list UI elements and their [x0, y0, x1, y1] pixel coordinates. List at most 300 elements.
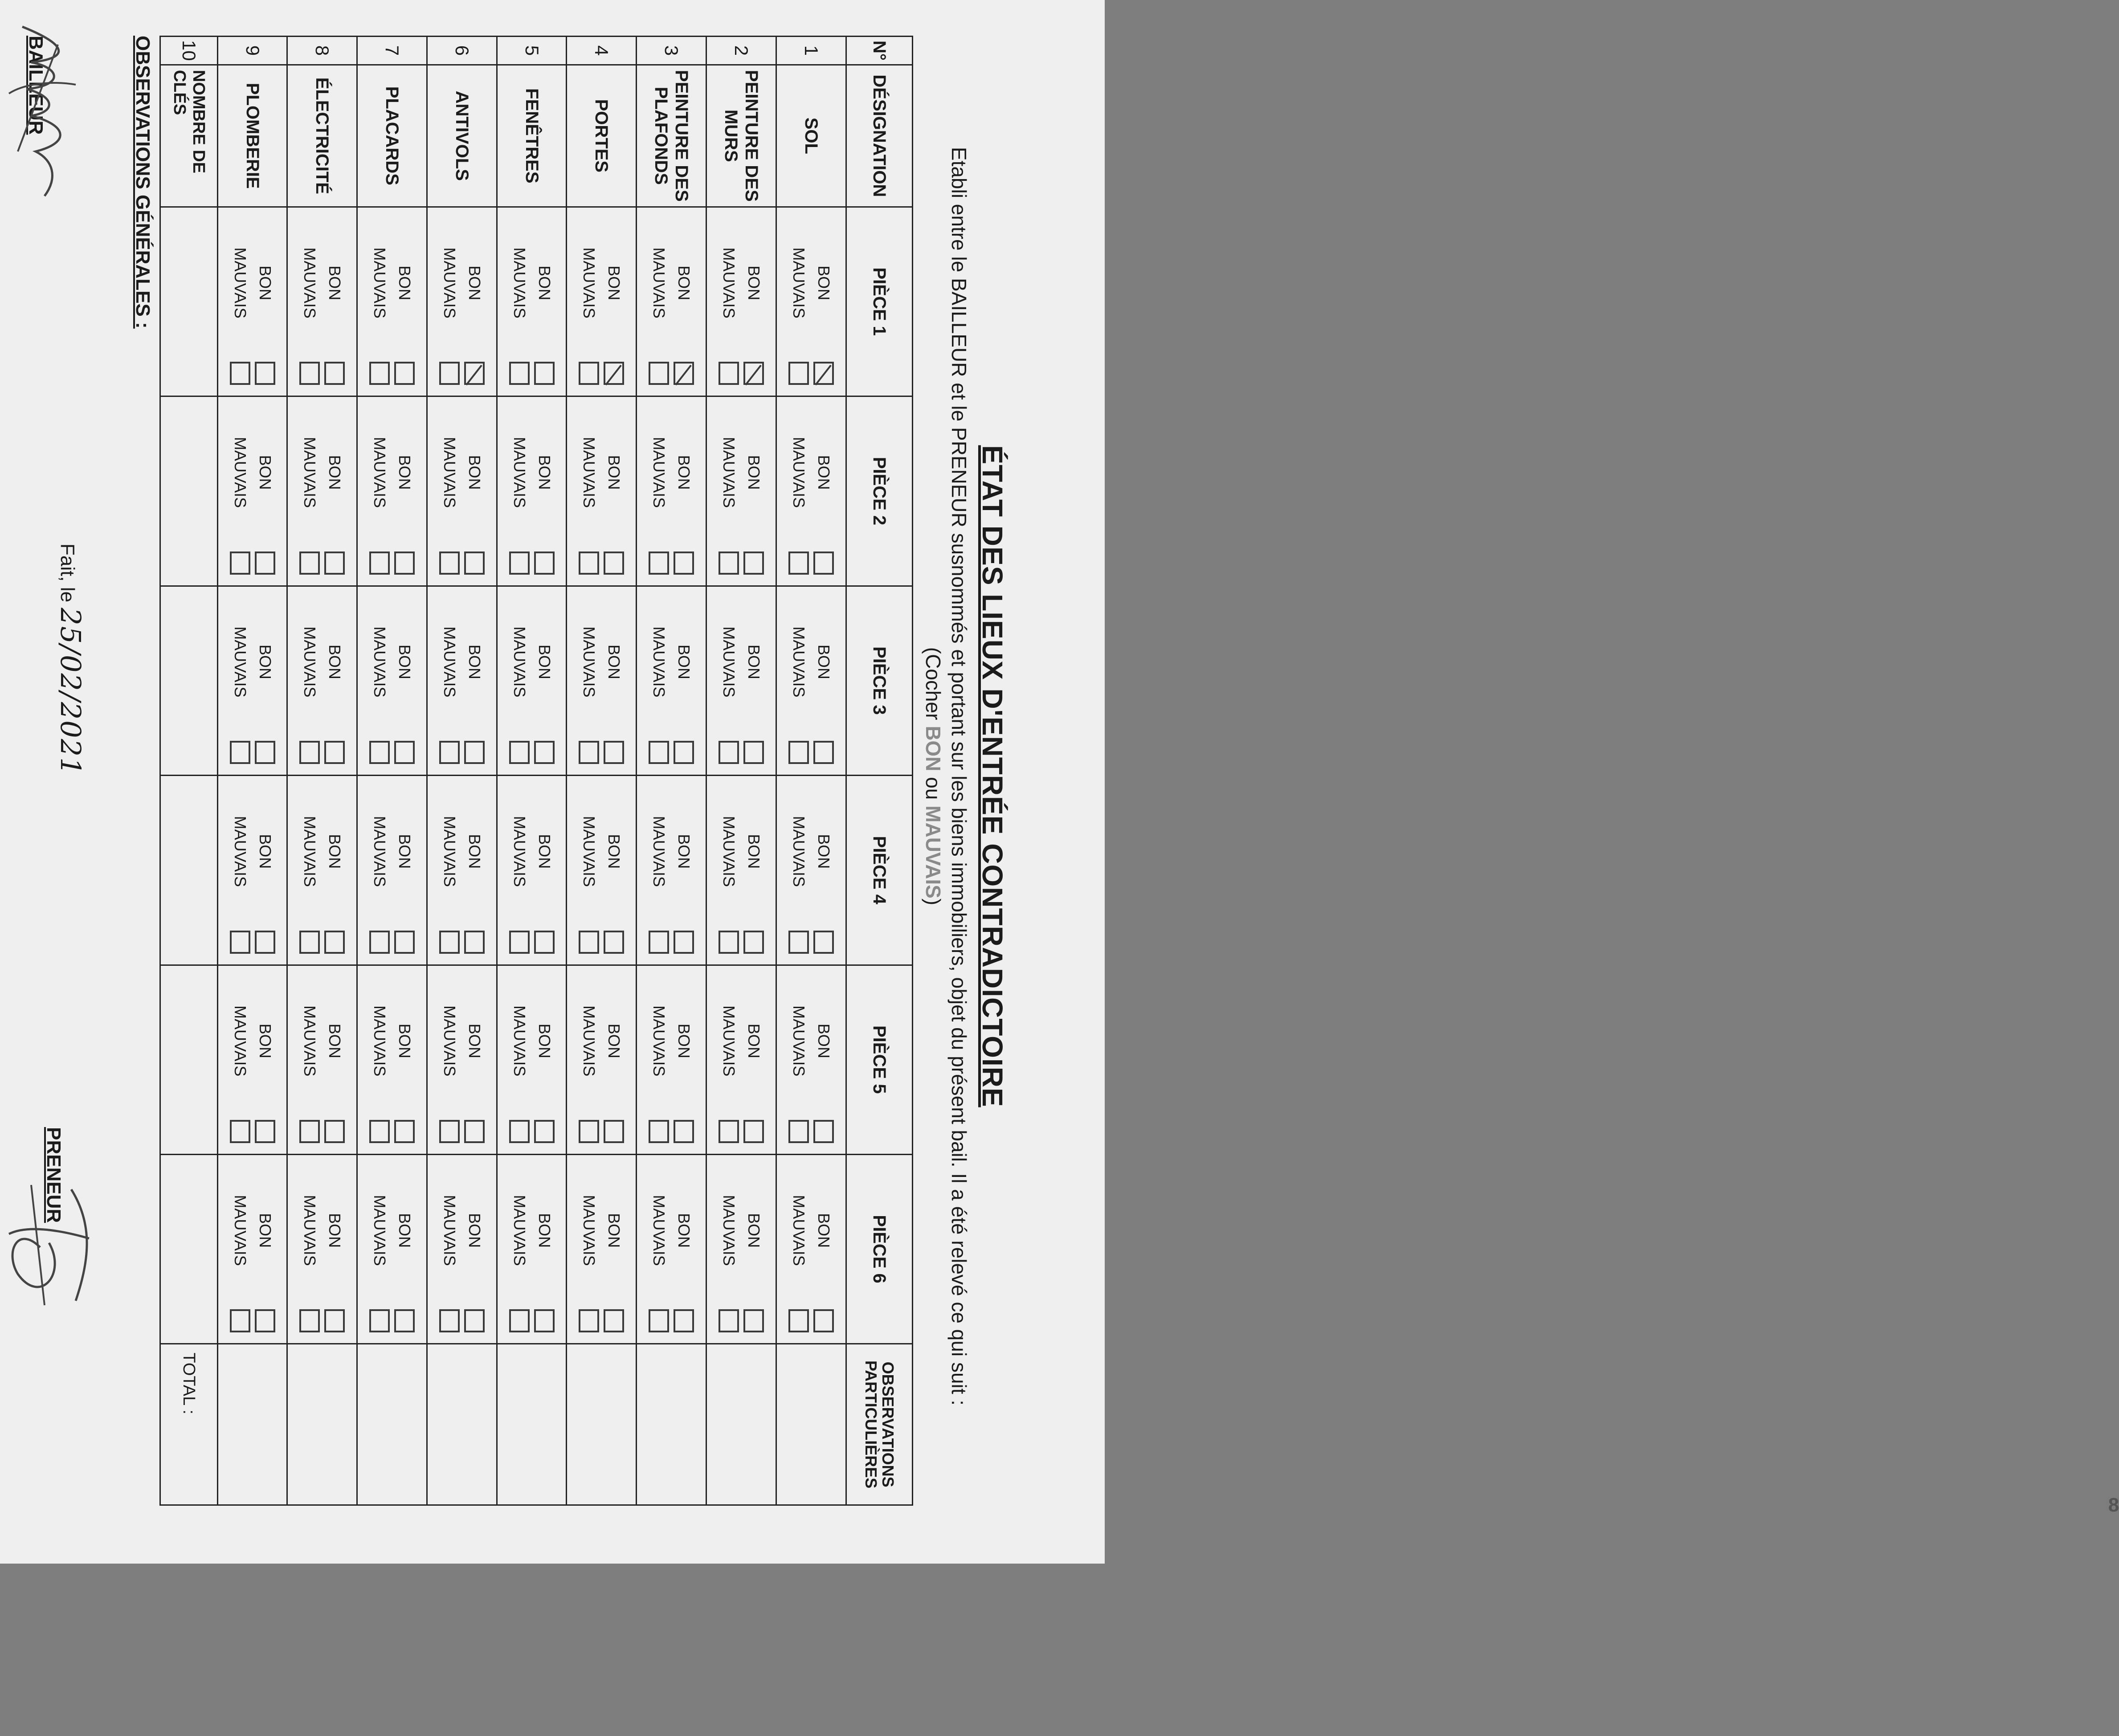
mauvais-checkbox[interactable]: [299, 551, 320, 575]
piece-3-cell: [357, 586, 427, 775]
bon-label: BON: [605, 266, 624, 301]
mauvais-label: MAUVAIS: [510, 1005, 529, 1077]
bon-option: [324, 776, 345, 964]
mauvais-option: [299, 1155, 320, 1343]
keys-count-cell[interactable]: [160, 207, 218, 396]
bon-checkbox[interactable]: [464, 741, 485, 764]
piece-2-cell: [287, 396, 357, 586]
instruction-ou: ou: [922, 777, 945, 800]
mauvais-checkbox[interactable]: [509, 741, 530, 764]
mauvais-option: [509, 208, 530, 396]
bon-option: [743, 776, 764, 964]
mauvais-checkbox[interactable]: [649, 1309, 669, 1332]
bon-checkbox[interactable]: [324, 1120, 345, 1143]
mauvais-option: [509, 1155, 530, 1343]
mauvais-option: [230, 776, 250, 964]
general-observations-label: OBSERVATIONS GÉNÉRALES :: [132, 36, 154, 329]
mauvais-option: [439, 397, 460, 585]
mauvais-checkbox[interactable]: [230, 362, 250, 385]
piece-1-cell: [217, 207, 287, 396]
piece-6-cell: [357, 1154, 427, 1344]
mauvais-checkbox[interactable]: [299, 931, 320, 954]
row-designation: PLOMBERIE: [217, 65, 287, 207]
observation-cell[interactable]: [706, 1344, 776, 1505]
mauvais-label: MAUVAIS: [789, 1195, 808, 1266]
bon-checkbox[interactable]: [324, 551, 345, 575]
mauvais-checkbox[interactable]: [579, 931, 599, 954]
bon-option: [674, 208, 694, 396]
bon-option: [324, 397, 345, 585]
mauvais-checkbox[interactable]: [509, 1120, 530, 1143]
row-designation: PEINTURE DES PLAFONDS: [637, 65, 706, 207]
mauvais-label: MAUVAIS: [440, 1005, 459, 1077]
mauvais-label: MAUVAIS: [580, 816, 599, 887]
mauvais-option: [369, 208, 390, 396]
bon-label: BON: [605, 1023, 624, 1058]
piece-3-cell: [567, 586, 637, 775]
piece-1-cell: [637, 207, 706, 396]
bon-checkbox[interactable]: [324, 741, 345, 764]
table-row: [567, 37, 637, 1505]
piece-2-cell: [497, 396, 567, 586]
mauvais-checkbox[interactable]: [649, 1120, 669, 1143]
keys-count-cell[interactable]: [160, 586, 218, 775]
mauvais-option: [369, 776, 390, 964]
bon-checkbox[interactable]: [813, 1309, 834, 1332]
bon-label: BON: [396, 834, 414, 869]
header-observations: OBSERVATIONS PARTICULIÈRES: [846, 1344, 912, 1505]
mauvais-option: [509, 966, 530, 1154]
piece-2-cell: [637, 396, 706, 586]
bon-label: BON: [675, 1213, 694, 1248]
mauvais-checkbox[interactable]: [509, 551, 530, 575]
mauvais-label: MAUVAIS: [371, 247, 389, 319]
row-number: 1: [776, 37, 846, 65]
bon-checkbox[interactable]: [255, 741, 275, 764]
mauvais-option: [649, 397, 669, 585]
bon-label: BON: [744, 1023, 763, 1058]
bon-checkbox[interactable]: [604, 1309, 624, 1332]
bon-checkbox[interactable]: [813, 362, 834, 385]
bon-option: [464, 208, 485, 396]
piece-6-cell: [776, 1154, 846, 1344]
observation-cell[interactable]: [776, 1344, 846, 1505]
mauvais-checkbox[interactable]: [299, 362, 320, 385]
bon-label: BON: [675, 644, 694, 679]
mauvais-label: MAUVAIS: [371, 816, 389, 887]
mauvais-label: MAUVAIS: [789, 626, 808, 698]
mauvais-checkbox[interactable]: [719, 931, 739, 954]
mauvais-checkbox[interactable]: [509, 1309, 530, 1332]
bon-label: BON: [256, 1023, 274, 1058]
mauvais-checkbox[interactable]: [299, 1309, 320, 1332]
piece-1-cell: [776, 207, 846, 396]
header-piece-6: PIÈCE 6: [846, 1154, 912, 1344]
header-piece-5: PIÈCE 5: [846, 965, 912, 1154]
piece-4-cell: [637, 776, 706, 965]
bon-option: [813, 776, 834, 964]
piece-1-cell: [357, 207, 427, 396]
mauvais-label: MAUVAIS: [371, 626, 389, 698]
bon-label: BON: [744, 266, 763, 301]
mauvais-checkbox[interactable]: [719, 741, 739, 764]
piece-4-cell: [497, 776, 567, 965]
page-number: 8: [2108, 1494, 2119, 1516]
mauvais-label: MAUVAIS: [440, 626, 459, 698]
observation-cell[interactable]: [567, 1344, 637, 1505]
bon-checkbox[interactable]: [813, 1120, 834, 1143]
piece-4-cell: [776, 776, 846, 965]
observation-cell[interactable]: [637, 1344, 706, 1505]
bon-checkbox[interactable]: [255, 362, 275, 385]
bon-checkbox[interactable]: [674, 362, 694, 385]
mauvais-option: [369, 966, 390, 1154]
bon-checkbox[interactable]: [324, 931, 345, 954]
bon-label: BON: [465, 644, 484, 679]
bon-checkbox[interactable]: [255, 551, 275, 575]
mauvais-checkbox[interactable]: [788, 362, 809, 385]
mauvais-checkbox[interactable]: [230, 1309, 250, 1332]
mauvais-checkbox[interactable]: [579, 1309, 599, 1332]
piece-6-cell: [637, 1154, 706, 1344]
piece-5-cell: [567, 965, 637, 1154]
bon-checkbox[interactable]: [743, 1309, 764, 1332]
mauvais-checkbox[interactable]: [788, 1120, 809, 1143]
mauvais-label: MAUVAIS: [301, 816, 319, 887]
header-piece-2: PIÈCE 2: [846, 396, 912, 586]
bon-checkbox[interactable]: [324, 1309, 345, 1332]
bon-checkbox[interactable]: [464, 1120, 485, 1143]
bon-option: [674, 966, 694, 1154]
mauvais-checkbox[interactable]: [579, 551, 599, 575]
mauvais-checkbox[interactable]: [719, 1309, 739, 1332]
bon-checkbox[interactable]: [604, 362, 624, 385]
row-designation: PEINTURE DES MURS: [706, 65, 776, 207]
mauvais-checkbox[interactable]: [369, 931, 390, 954]
mauvais-label: MAUVAIS: [789, 1005, 808, 1077]
bon-label: BON: [326, 644, 344, 679]
bon-checkbox[interactable]: [534, 362, 555, 385]
mauvais-label: MAUVAIS: [719, 1005, 738, 1077]
mauvais-checkbox[interactable]: [579, 1120, 599, 1143]
bon-checkbox[interactable]: [534, 1309, 555, 1332]
mauvais-checkbox[interactable]: [230, 931, 250, 954]
bon-checkbox[interactable]: [324, 362, 345, 385]
bon-checkbox[interactable]: [743, 741, 764, 764]
piece-2-cell: [706, 396, 776, 586]
mauvais-option: [788, 397, 809, 585]
table-row: [706, 37, 776, 1505]
bon-checkbox[interactable]: [394, 1309, 415, 1332]
piece-4-cell: [706, 776, 776, 965]
mauvais-label: MAUVAIS: [580, 247, 599, 319]
piece-2-cell: [427, 396, 497, 586]
bon-option: [255, 208, 275, 396]
bon-label: BON: [675, 834, 694, 869]
mauvais-checkbox[interactable]: [299, 1120, 320, 1143]
bon-checkbox[interactable]: [255, 931, 275, 954]
bon-option: [534, 587, 555, 775]
bon-checkbox[interactable]: [394, 551, 415, 575]
bon-checkbox[interactable]: [464, 551, 485, 575]
mauvais-checkbox[interactable]: [579, 362, 599, 385]
bon-checkbox[interactable]: [674, 551, 694, 575]
mauvais-checkbox[interactable]: [788, 931, 809, 954]
piece-5-cell: [776, 965, 846, 1154]
mauvais-checkbox[interactable]: [509, 931, 530, 954]
keys-count-cell[interactable]: [160, 1154, 218, 1344]
observation-cell[interactable]: [287, 1344, 357, 1505]
bon-checkbox[interactable]: [743, 551, 764, 575]
mauvais-option: [579, 1155, 599, 1343]
bon-option: [394, 1155, 415, 1343]
mauvais-label: MAUVAIS: [231, 1005, 249, 1077]
bon-label: BON: [605, 834, 624, 869]
bon-label: BON: [326, 1213, 344, 1248]
mauvais-label: MAUVAIS: [719, 1195, 738, 1266]
bon-checkbox[interactable]: [394, 741, 415, 764]
piece-6-cell: [567, 1154, 637, 1344]
bon-option: [464, 1155, 485, 1343]
mauvais-option: [509, 397, 530, 585]
bon-option: [674, 776, 694, 964]
bailleur-signature: [4, 18, 85, 205]
bon-label: BON: [744, 644, 763, 679]
bon-option: [813, 397, 834, 585]
mauvais-option: [579, 208, 599, 396]
bon-checkbox[interactable]: [534, 1120, 555, 1143]
bon-checkbox[interactable]: [604, 931, 624, 954]
piece-2-cell: [567, 396, 637, 586]
bon-option: [743, 397, 764, 585]
piece-6-cell: [427, 1154, 497, 1344]
bon-label: BON: [256, 644, 274, 679]
bon-label: BON: [535, 455, 554, 490]
piece-6-cell: [287, 1154, 357, 1344]
observation-cell[interactable]: [497, 1344, 567, 1505]
mauvais-checkbox[interactable]: [788, 741, 809, 764]
mauvais-option: [439, 587, 460, 775]
bon-checkbox[interactable]: [743, 1120, 764, 1143]
bon-option: [534, 208, 555, 396]
piece-3-cell: [497, 586, 567, 775]
row-number: 8: [287, 37, 357, 65]
bon-option: [604, 587, 624, 775]
bon-checkbox[interactable]: [534, 931, 555, 954]
bon-checkbox[interactable]: [534, 741, 555, 764]
bon-option: [324, 1155, 345, 1343]
piece-3-cell: [427, 586, 497, 775]
bon-option: [604, 776, 624, 964]
bon-label: BON: [814, 266, 833, 301]
mauvais-label: MAUVAIS: [650, 247, 669, 319]
table-row: [217, 37, 287, 1505]
mauvais-label: MAUVAIS: [650, 816, 669, 887]
mauvais-label: MAUVAIS: [719, 626, 738, 698]
mauvais-checkbox[interactable]: [579, 741, 599, 764]
piece-3-cell: [776, 586, 846, 775]
mauvais-checkbox[interactable]: [649, 362, 669, 385]
bon-checkbox[interactable]: [813, 741, 834, 764]
observation-cell[interactable]: [427, 1344, 497, 1505]
header-piece-1: PIÈCE 1: [846, 207, 912, 396]
piece-1-cell: [706, 207, 776, 396]
bon-label: BON: [744, 834, 763, 869]
mauvais-label: MAUVAIS: [719, 247, 738, 319]
bon-option: [674, 587, 694, 775]
bon-checkbox[interactable]: [813, 551, 834, 575]
bon-option: [604, 208, 624, 396]
bon-checkbox[interactable]: [674, 1309, 694, 1332]
bon-checkbox[interactable]: [255, 1309, 275, 1332]
mauvais-label: MAUVAIS: [580, 626, 599, 698]
bon-checkbox[interactable]: [464, 1309, 485, 1332]
bon-checkbox[interactable]: [674, 931, 694, 954]
mauvais-checkbox[interactable]: [230, 551, 250, 575]
mauvais-checkbox[interactable]: [369, 741, 390, 764]
bon-option: [464, 776, 485, 964]
bon-checkbox[interactable]: [813, 931, 834, 954]
mauvais-label: MAUVAIS: [580, 1195, 599, 1266]
bon-checkbox[interactable]: [255, 1120, 275, 1143]
mauvais-checkbox[interactable]: [719, 551, 739, 575]
bon-checkbox[interactable]: [394, 1120, 415, 1143]
bon-option: [743, 1155, 764, 1343]
mauvais-checkbox[interactable]: [719, 362, 739, 385]
mauvais-checkbox[interactable]: [788, 1309, 809, 1332]
mauvais-option: [299, 966, 320, 1154]
piece-4-cell: [287, 776, 357, 965]
bon-label: BON: [814, 1023, 833, 1058]
mauvais-option: [649, 776, 669, 964]
mauvais-checkbox[interactable]: [369, 1309, 390, 1332]
bon-checkbox[interactable]: [464, 362, 485, 385]
bon-checkbox[interactable]: [604, 1120, 624, 1143]
bon-checkbox[interactable]: [534, 551, 555, 575]
piece-4-cell: [357, 776, 427, 965]
bon-checkbox[interactable]: [604, 741, 624, 764]
bon-checkbox[interactable]: [604, 551, 624, 575]
row-designation: ÉLECTRICITÉ: [287, 65, 357, 207]
bon-label: BON: [396, 266, 414, 301]
bon-option: [604, 1155, 624, 1343]
mauvais-checkbox[interactable]: [230, 741, 250, 764]
bon-label: BON: [535, 266, 554, 301]
bon-label: BON: [326, 834, 344, 869]
bon-label: BON: [256, 1213, 274, 1248]
bon-option: [674, 1155, 694, 1343]
observation-cell[interactable]: [217, 1344, 287, 1505]
mauvais-checkbox[interactable]: [369, 1120, 390, 1143]
row-number: 6: [427, 37, 497, 65]
row-number: 4: [567, 37, 637, 65]
bon-option: [464, 587, 485, 775]
mauvais-label: MAUVAIS: [650, 437, 669, 508]
mauvais-checkbox[interactable]: [369, 362, 390, 385]
mauvais-label: MAUVAIS: [371, 1005, 389, 1077]
mauvais-checkbox[interactable]: [649, 551, 669, 575]
bon-checkbox[interactable]: [674, 741, 694, 764]
mauvais-checkbox[interactable]: [649, 931, 669, 954]
table-row: [776, 37, 846, 1505]
fait-le-label: Fait, le: [57, 543, 78, 603]
bon-option: [743, 966, 764, 1154]
mauvais-checkbox[interactable]: [230, 1120, 250, 1143]
header-designation: DÉSIGNATION: [846, 65, 912, 207]
keys-count-cell[interactable]: [160, 396, 218, 586]
keys-count-cell[interactable]: [160, 776, 218, 965]
keys-row: [160, 37, 218, 1505]
mauvais-checkbox[interactable]: [439, 551, 460, 575]
mauvais-label: MAUVAIS: [510, 816, 529, 887]
piece-3-cell: [287, 586, 357, 775]
mauvais-option: [719, 397, 739, 585]
mauvais-label: MAUVAIS: [510, 626, 529, 698]
header-piece-4: PIÈCE 4: [846, 776, 912, 965]
mauvais-option: [579, 587, 599, 775]
mauvais-checkbox[interactable]: [719, 1120, 739, 1143]
mauvais-option: [439, 1155, 460, 1343]
mauvais-checkbox[interactable]: [649, 741, 669, 764]
fait-le: [54, 543, 87, 776]
mauvais-option: [369, 587, 390, 775]
mauvais-checkbox[interactable]: [369, 551, 390, 575]
mauvais-checkbox[interactable]: [439, 362, 460, 385]
bon-checkbox[interactable]: [743, 362, 764, 385]
piece-3-cell: [637, 586, 706, 775]
piece-5-cell: [497, 965, 567, 1154]
mauvais-option: [788, 587, 809, 775]
piece-6-cell: [217, 1154, 287, 1344]
piece-5-cell: [357, 965, 427, 1154]
bon-checkbox[interactable]: [674, 1120, 694, 1143]
mauvais-option: [579, 397, 599, 585]
mauvais-checkbox[interactable]: [509, 362, 530, 385]
bon-checkbox[interactable]: [394, 931, 415, 954]
mauvais-option: [439, 966, 460, 1154]
mauvais-checkbox[interactable]: [439, 741, 460, 764]
mauvais-checkbox[interactable]: [439, 1309, 460, 1332]
mauvais-option: [788, 208, 809, 396]
mauvais-option: [509, 587, 530, 775]
mauvais-option: [719, 208, 739, 396]
mauvais-option: [719, 587, 739, 775]
bon-option: [255, 587, 275, 775]
bon-checkbox[interactable]: [464, 931, 485, 954]
keys-count-cell[interactable]: [160, 965, 218, 1154]
bon-checkbox[interactable]: [394, 362, 415, 385]
piece-4-cell: [427, 776, 497, 965]
table-header-row: [846, 37, 912, 1505]
mauvais-checkbox[interactable]: [299, 741, 320, 764]
mauvais-option: [299, 776, 320, 964]
row-number: 10: [160, 37, 218, 65]
mauvais-option: [299, 208, 320, 396]
mauvais-checkbox[interactable]: [439, 931, 460, 954]
bon-option: [743, 208, 764, 396]
bon-checkbox[interactable]: [743, 931, 764, 954]
mauvais-checkbox[interactable]: [439, 1120, 460, 1143]
row-designation: PLACARDS: [357, 65, 427, 207]
mauvais-option: [649, 966, 669, 1154]
bon-label: BON: [465, 834, 484, 869]
mauvais-label: MAUVAIS: [510, 247, 529, 319]
mauvais-option: [230, 208, 250, 396]
observation-cell[interactable]: [357, 1344, 427, 1505]
bailleur-label: BAILLEUR: [25, 36, 47, 135]
mauvais-checkbox[interactable]: [788, 551, 809, 575]
mauvais-label: MAUVAIS: [440, 247, 459, 319]
